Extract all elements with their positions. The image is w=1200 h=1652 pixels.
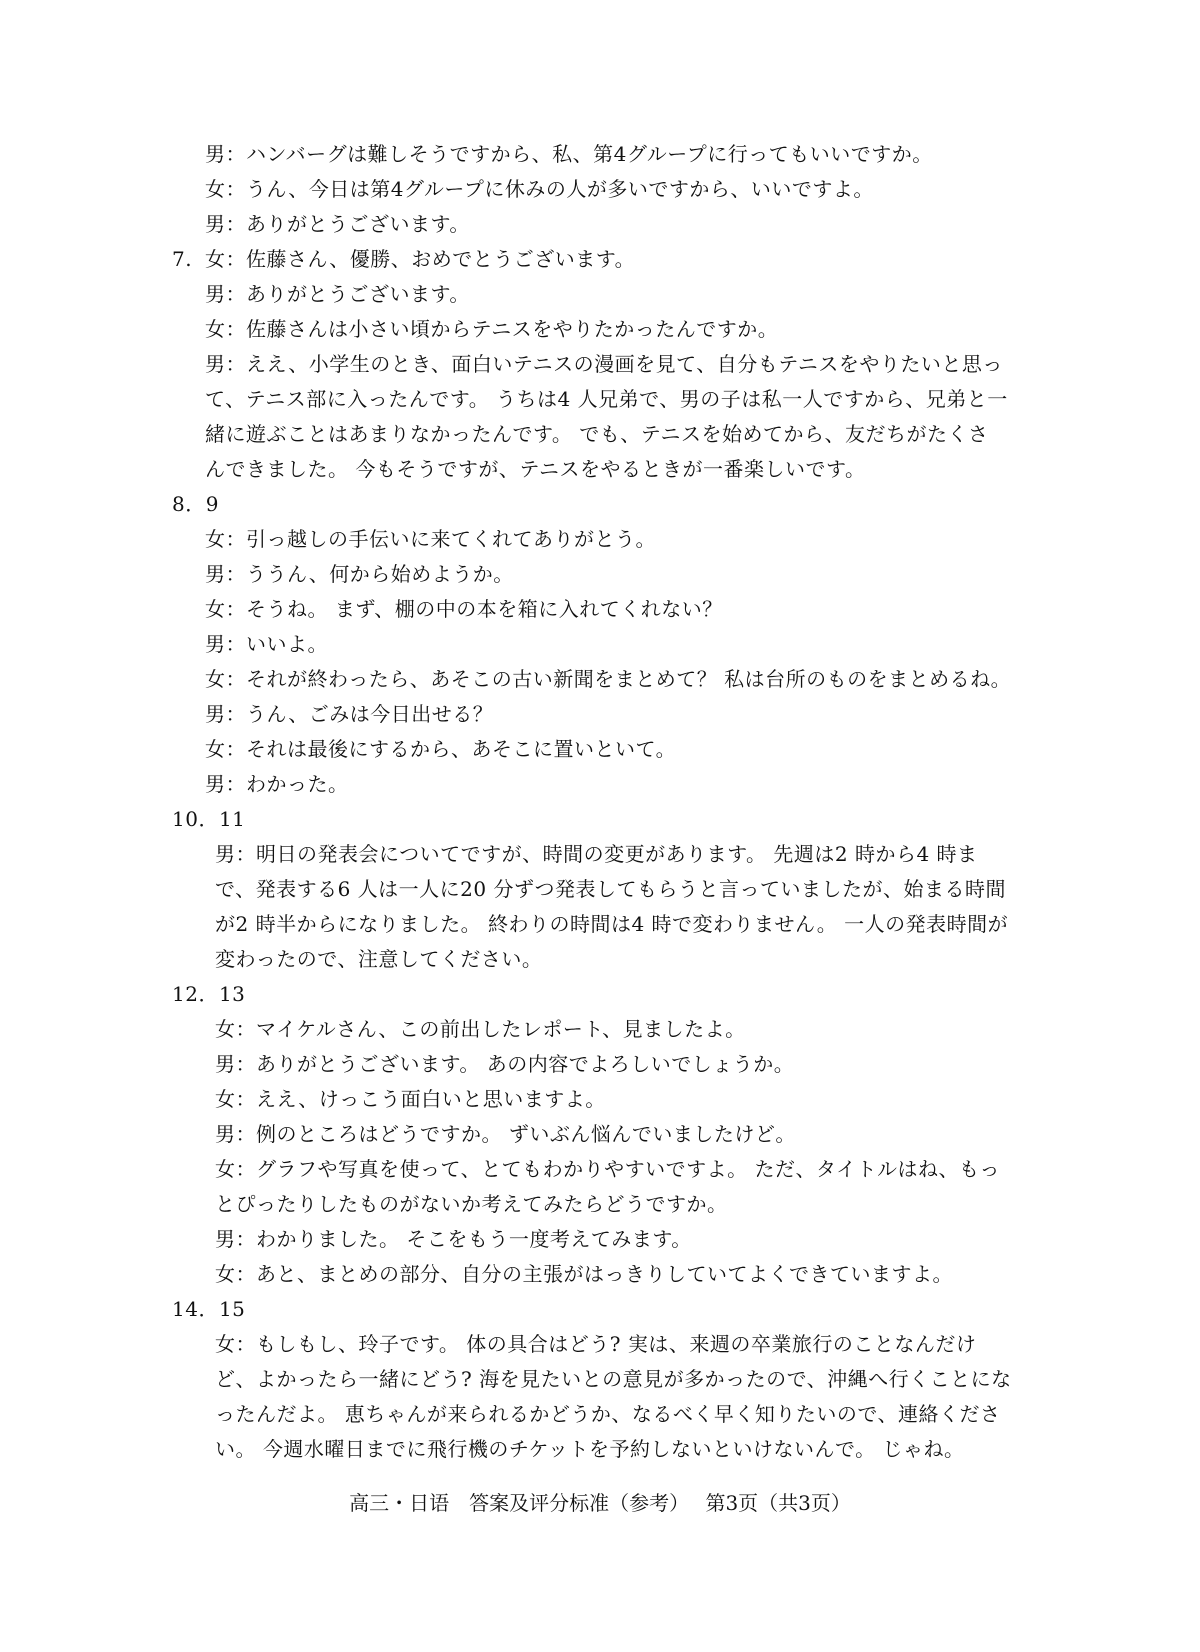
dialogue-line: 女：グラフや写真を使って、とてもわかりやすいですよ。 ただ、タイトルはね、もっ [215, 1157, 1001, 1181]
dialogue-line: が2 時半からになりました。 終わりの時間は4 時で変わりません。 一人の発表時間が [215, 912, 1009, 936]
dialogue-line: 男：例のところはどうですか。 ずいぶん悩んでいましたけど。 [215, 1122, 796, 1146]
dialogue-line: 女：佐藤さん、優勝、おめでとうございます。 [205, 247, 636, 271]
dialogue-line: 男：わかった。 [205, 772, 349, 796]
dialogue-line: 女：それが終わったら、あそこの古い新聞をまとめて？ 私は台所のものをまとめるね。 [205, 667, 1012, 691]
dialogue-line: で、発表する6 人は一人に20 分ずつ発表してもらうと言っていましたが、始まる時間 [215, 877, 1006, 901]
dialogue-line: 女：それは最後にするから、あそこに置いといて。 [205, 737, 677, 761]
dialogue-line: 女：うん、今日は第4グループに休みの人が多いですから、いいですよ。 [205, 177, 874, 201]
dialogue-line: ったんだよ。 恵ちゃんが来られるかどうか、なるべく早く知りたいので、連絡くださ [215, 1402, 1001, 1426]
dialogue-line: 女：あと、まとめの部分、自分の主張がはっきりしていてよくできていますよ。 [215, 1262, 953, 1286]
dialogue-line: 男：ありがとうございます。 あの内容でよろしいでしょうか。 [215, 1052, 795, 1076]
dialogue-line: ど、よかったら一緒にどう? 海を見たいとの意見が多かったので、沖縄へ行くことにな [215, 1367, 1012, 1391]
dialogue-line: んできました。 今もそうですが、テニスをやるときが一番楽しいです。 [205, 457, 866, 481]
dialogue-line: 変わったので、注意してください。 [215, 947, 543, 971]
dialogue-line: 女：ええ、けっこう面白いと思いますよ。 [215, 1087, 606, 1111]
question-number: 10．11 [172, 807, 246, 831]
dialogue-line: 女：マイケルさん、この前出したレポート、見ましたよ。 [215, 1017, 746, 1041]
question-number: 8．9 [172, 492, 219, 516]
dialogue-line: 緒に遊ぶことはあまりなかったんです。 でも、テニスを始めてから、友だちがたくさ [205, 422, 989, 446]
question-number: 14．15 [172, 1297, 246, 1321]
dialogue-line: 男：ありがとうございます。 [205, 282, 470, 306]
dialogue-line: 男：うん、ごみは今日出せる？ [205, 702, 494, 726]
dialogue-line: い。 今週水曜日までに飛行機のチケットを予約しないといけないんで。 じゃね。 [215, 1437, 965, 1461]
question-number: 12．13 [172, 982, 246, 1006]
dialogue-line: 女：引っ越しの手伝いに来てくれてありがとう。 [205, 527, 656, 551]
dialogue-line: 女：佐藤さんは小さい頃からテニスをやりたかったんですか。 [205, 317, 779, 341]
dialogue-line: 男：わかりました。 そこをもう一度考えてみます。 [215, 1227, 692, 1251]
dialogue-line: 女：もしもし、玲子です。 体の具合はどう? 実は、来週の卒業旅行のことなんだけ [215, 1332, 977, 1356]
dialogue-line: 男：ええ、小学生のとき、面白いテニスの漫画を見て、自分もテニスをやりたいと思っ [205, 352, 1003, 376]
dialogue-line: 女：そうね。 まず、棚の中の本を箱に入れてくれない？ [205, 597, 723, 621]
dialogue-line: 男：明日の発表会についてですが、時間の変更があります。 先週は2 時から4 時ま [215, 842, 978, 866]
dialogue-line: 男：いいよ。 [205, 632, 328, 656]
dialogue-line: 男：ううん、何から始めようか。 [205, 562, 514, 586]
dialogue-line: て、テニス部に入ったんです。 うちは4 人兄弟で、男の子は私一人ですから、兄弟と一 [205, 387, 1008, 411]
dialogue-line: とぴったりしたものがないか考えてみたらどうですか。 [215, 1192, 728, 1216]
question-number: 7. [172, 247, 193, 271]
dialogue-line: 男：ハンバーグは難しそうですから、私、第4グループに行ってもいいですか。 [205, 142, 933, 166]
dialogue-line: 男：ありがとうございます。 [205, 212, 470, 236]
page-footer: 高三・日语 答案及评分标准（参考） 第3页（共3页） [349, 1491, 851, 1515]
